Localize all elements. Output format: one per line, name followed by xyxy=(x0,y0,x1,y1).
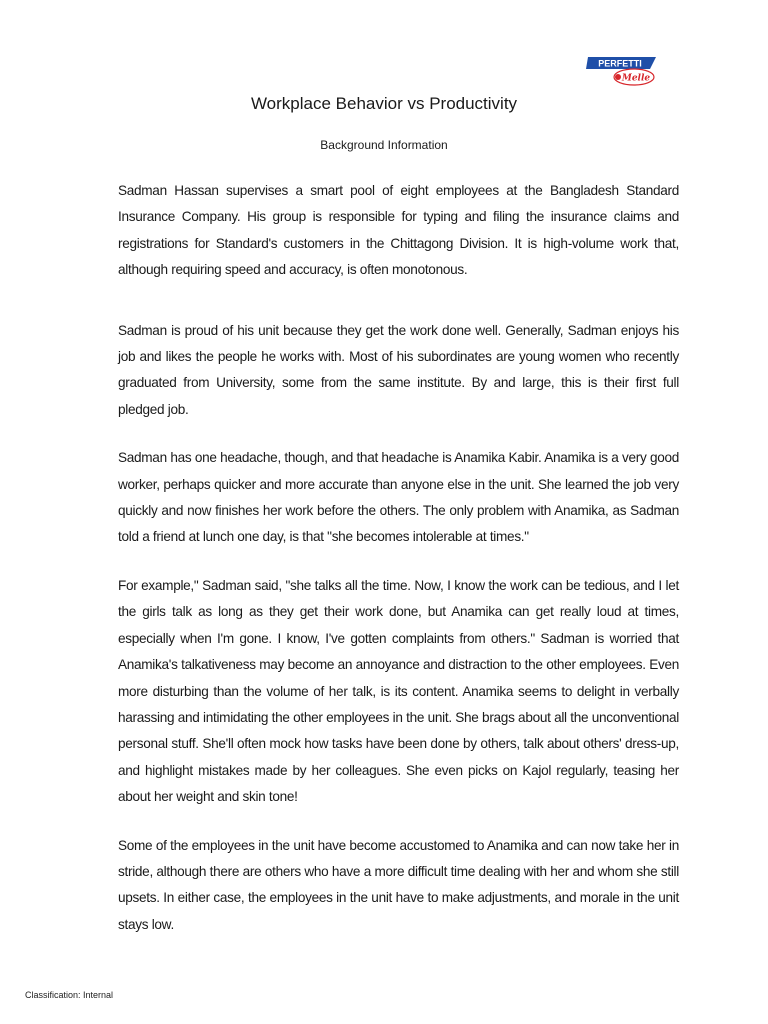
paragraph-3: Sadman has one headache, though, and that headache is Anamika Kabir. Anamika is a very good worker, perhaps quicker and more accurate than anyone else in the unit. She learned the job very quickly and now finishes her work before the others. The only problem with Anamika, as Sadman told a friend at lunch one day, is that "she becomes intolerable at times." xyxy=(118,450,679,545)
paragraph-5: Some of the employees in the unit have become accustomed to Anamika and can now take her in stride, although there are others who have a more difficult time dealing with her and whom she still upsets. In either case, the employees in the unit have to make adjustments, and morale in the unit stays low. xyxy=(118,837,679,932)
classification-footer: Classification: Internal xyxy=(25,990,114,1000)
perfetti-melle-logo xyxy=(584,54,660,86)
paragraph-2: Sadman is proud of his unit because they get the work done well. Generally, Sadman enjoys his job and likes the people he works with. Most of his subordinates are young women who recently graduated from University, some from the same institute. By and large, this is their first full pledged job. xyxy=(118,322,679,417)
document-subtitle: Background Information xyxy=(320,138,448,152)
document-body xyxy=(118,178,679,960)
logo-brand-text: PERFETTI xyxy=(598,58,642,69)
logo-sub-text: Melle xyxy=(621,73,651,84)
logo-graphic xyxy=(584,54,660,86)
logo-dot xyxy=(615,74,621,80)
paragraph-4: For example," Sadman said, "she talks all the time. Now, I know the work can be tedious, and I let the girls talk as long as they get their work done, but Anamika can get really loud at times, especially when I'm gone. I know, I've gotten complaints from others." Sadman is worried that Anamika's talkativeness may become an annoyance and distraction to the other employees. Even more disturbing than the volume of her talk, is its content. Anamika seems to delight in verbally harassing and intimidating the other employees in the unit. She brags about all the unconventional personal stuff. She'll often mock how tasks have been done by others, talk about others' dress-up, and highlight mistakes made by her colleagues. She even picks on Kajol regularly, teasing her about her weight and skin tone! xyxy=(118,577,679,805)
document-title: Workplace Behavior vs Productivity xyxy=(250,94,518,113)
paragraph-1: Sadman Hassan supervises a smart pool of eight employees at the Bangladesh Standard Insurance Company. His group is responsible for typing and filing the insurance claims and registrations for Standard's customers in the Chittagong Division. It is high-volume work that, although requiring speed and accuracy, is often monotonous. xyxy=(118,183,679,278)
